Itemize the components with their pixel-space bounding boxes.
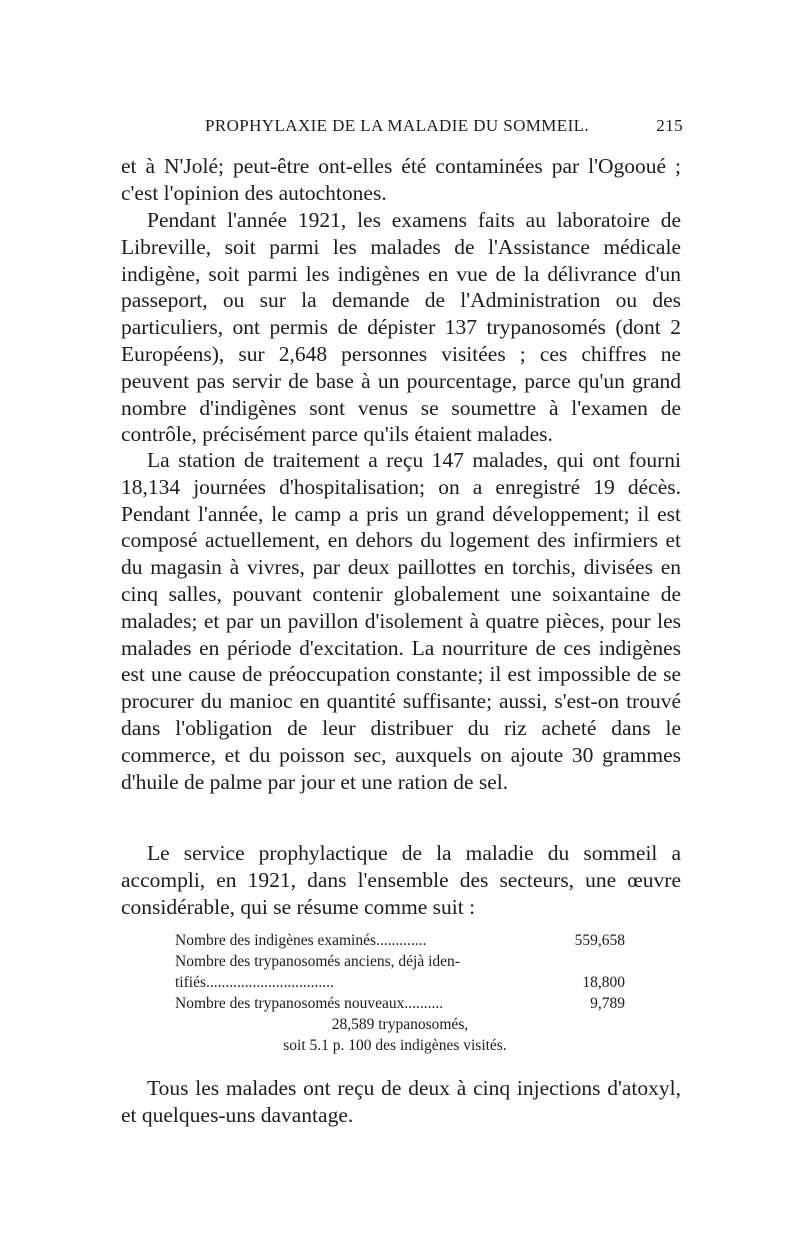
stats-label: Nombre des indigènes examinés............. <box>175 932 427 949</box>
running-title: PROPHYLAXIE DE LA MALADIE DU SOMMEIL. <box>205 116 590 135</box>
stats-label: Nombre des trypanosomés anciens, déjà iden- <box>175 953 460 970</box>
stats-value: 559,658 <box>574 932 625 949</box>
stats-row-new-cases <box>175 993 625 1014</box>
stats-row-examined <box>175 930 625 951</box>
stats-value: 18,800 <box>582 974 625 991</box>
stats-label: Nombre des trypanosomés nouveaux.......... <box>175 995 444 1012</box>
stats-row-old-cases-line1 <box>175 951 625 972</box>
stats-ratio: soit 5.1 p. 100 des indigènes visités. <box>283 1037 507 1054</box>
paragraph-continuation: et à N'Jolé; peut-être ont-elles été contaminées par l'Ogooué ; c'est l'opinion des autochtones. <box>121 154 681 205</box>
paragraph-prophylactic-service: Le service prophylactique de la maladie du sommeil a accompli, en 1921, dans l'ensemble des secteurs, une œuvre considérable, qui se résume comme suit : <box>121 841 681 919</box>
paragraph-laboratory-exams: Pendant l'année 1921, les examens faits au laboratoire de Libreville, soit parmi les malades de l'Assistance médicale indigène, soit parmi les indigènes en vue de la délivrance d'un passeport, ou sur la demande de l'Administration ou des particuliers, ont permis de dépister 137 trypanosomés (dont 2 Européens), sur 2,648 personnes visitées ; ces chiffres ne peuvent pas servir de base à un pourcentage, parce qu'un grand nombre d'indigènes sont venus se soumettre à l'examen de contrôle, précisément parce qu'ils étaient malades. <box>121 208 681 447</box>
stats-total: 28,589 trypanosomés, <box>331 1016 469 1033</box>
stats-label: tifiés................................. <box>175 974 334 991</box>
statistics-table <box>175 930 625 1056</box>
page-number: 215 <box>656 116 683 135</box>
paragraph-treatment-station: La station de traitement a reçu 147 malades, qui ont fourni 18,134 journées d'hospitalisation; on a enregistré 19 décès. Pendant l'année, le camp a pris un grand développement; il est composé actuellement, en dehors du logement des infirmiers et du magasin à vivres, par deux paillottes en torchis, divisées en cinq salles, pouvant contenir globalement une soixantaine de malades; et par un pavillon d'isolement à quatre pièces, pour les malades en période d'excitation. La nourriture de ces indigènes est une cause de préoccupation constante; il est impossible de se procurer du manioc en quantité suffisante; aussi, s'est-on trouvé dans l'obligation de leur distribuer du riz acheté dans le commerce, et du poisson sec, auxquels on ajoute 30 grammes d'huile de palme par jour et une ration de sel. <box>121 448 681 794</box>
stats-row-old-cases <box>175 972 625 993</box>
stats-value: 9,789 <box>590 995 625 1012</box>
paragraph-injections: Tous les malades ont reçu de deux à cinq injections d'atoxyl, et quelques-uns davantage. <box>121 1076 681 1127</box>
